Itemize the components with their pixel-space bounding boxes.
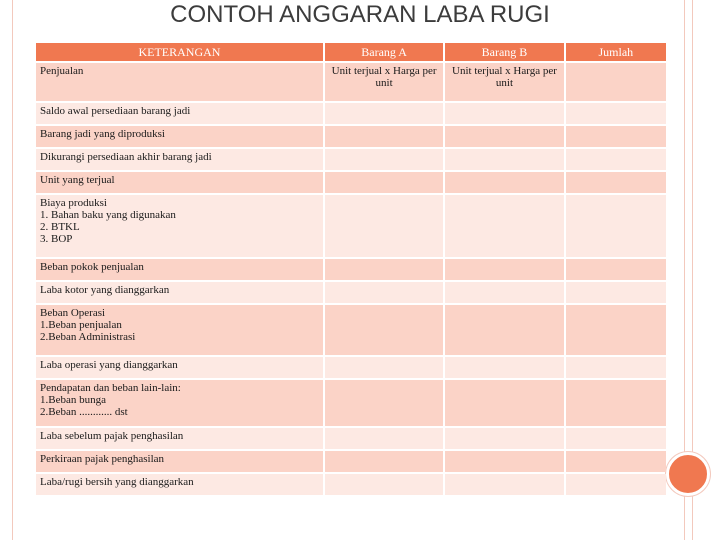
cell-barang-a [325, 172, 443, 193]
cell-barang-b [445, 259, 563, 280]
cell-jumlah [566, 149, 666, 170]
row-label: Barang jadi yang diproduksi [36, 126, 323, 147]
cell-jumlah [566, 126, 666, 147]
row-label: Beban pokok penjualan [36, 259, 323, 280]
header-barang-a: Barang A [325, 43, 443, 61]
table-row [36, 259, 666, 280]
row-label: Laba operasi yang dianggarkan [36, 357, 323, 378]
cell-barang-a [325, 282, 443, 303]
cell-jumlah [566, 305, 666, 355]
cell-barang-a [325, 474, 443, 495]
row-label: Laba kotor yang dianggarkan [36, 282, 323, 303]
cell-barang-b [445, 282, 563, 303]
cell-barang-b [445, 357, 563, 378]
cell-barang-b [445, 380, 563, 426]
table-row [36, 451, 666, 472]
slide-frame-left-line [12, 0, 13, 540]
cell-jumlah [566, 172, 666, 193]
cell-jumlah [566, 63, 666, 101]
cell-jumlah [566, 474, 666, 495]
table-row [36, 103, 666, 124]
row-label: Perkiraan pajak penghasilan [36, 451, 323, 472]
table-row [36, 282, 666, 303]
table-row [36, 63, 666, 101]
cell-jumlah [566, 451, 666, 472]
income-statement-table [34, 41, 668, 497]
cell-barang-a [325, 357, 443, 378]
cell-barang-a [325, 451, 443, 472]
table-row [36, 126, 666, 147]
slide-title: CONTOH ANGGARAN LABA RUGI [170, 1, 550, 28]
cell-barang-b [445, 103, 563, 124]
cell-barang-a [325, 305, 443, 355]
table-row [36, 380, 666, 426]
cell-jumlah [566, 357, 666, 378]
table-row [36, 357, 666, 378]
cell-barang-b [445, 172, 563, 193]
cell-barang-b [445, 451, 563, 472]
table-row [36, 474, 666, 495]
table-header-row [36, 43, 666, 61]
table-row [36, 428, 666, 449]
cell-barang-b [445, 305, 563, 355]
cell-jumlah [566, 103, 666, 124]
slide-decor-circle [666, 452, 710, 496]
row-label: Laba/rugi bersih yang dianggarkan [36, 474, 323, 495]
cell-barang-b [445, 195, 563, 257]
cell-barang-b [445, 474, 563, 495]
header-barang-b: Barang B [445, 43, 563, 61]
header-jumlah: Jumlah [566, 43, 666, 61]
table-row [36, 172, 666, 193]
cell-barang-a: Unit terjual x Harga per unit [325, 63, 443, 101]
cell-barang-a [325, 195, 443, 257]
row-label: Dikurangi persediaan akhir barang jadi [36, 149, 323, 170]
row-label: Unit yang terjual [36, 172, 323, 193]
cell-jumlah [566, 380, 666, 426]
row-label: Penjualan [36, 63, 323, 101]
cell-barang-b [445, 428, 563, 449]
row-label: Laba sebelum pajak penghasilan [36, 428, 323, 449]
cell-barang-a [325, 126, 443, 147]
cell-barang-a [325, 103, 443, 124]
cell-barang-b: Unit terjual x Harga per unit [445, 63, 563, 101]
table-row [36, 149, 666, 170]
cell-barang-a [325, 259, 443, 280]
header-keterangan: KETERANGAN [36, 43, 323, 61]
cell-jumlah [566, 428, 666, 449]
cell-barang-b [445, 149, 563, 170]
row-label: Pendapatan dan beban lain-lain: 1.Beban bunga 2.Beban ............ dst [36, 380, 323, 426]
cell-barang-b [445, 126, 563, 147]
cell-jumlah [566, 195, 666, 257]
row-label: Beban Operasi 1.Beban penjualan 2.Beban Administrasi [36, 305, 323, 355]
cell-jumlah [566, 259, 666, 280]
row-label: Saldo awal persediaan barang jadi [36, 103, 323, 124]
row-label: Biaya produksi 1. Bahan baku yang digunakan 2. BTKL 3. BOP [36, 195, 323, 257]
table-row [36, 305, 666, 355]
cell-barang-a [325, 149, 443, 170]
table-row [36, 195, 666, 257]
cell-barang-a [325, 428, 443, 449]
cell-barang-a [325, 380, 443, 426]
cell-jumlah [566, 282, 666, 303]
